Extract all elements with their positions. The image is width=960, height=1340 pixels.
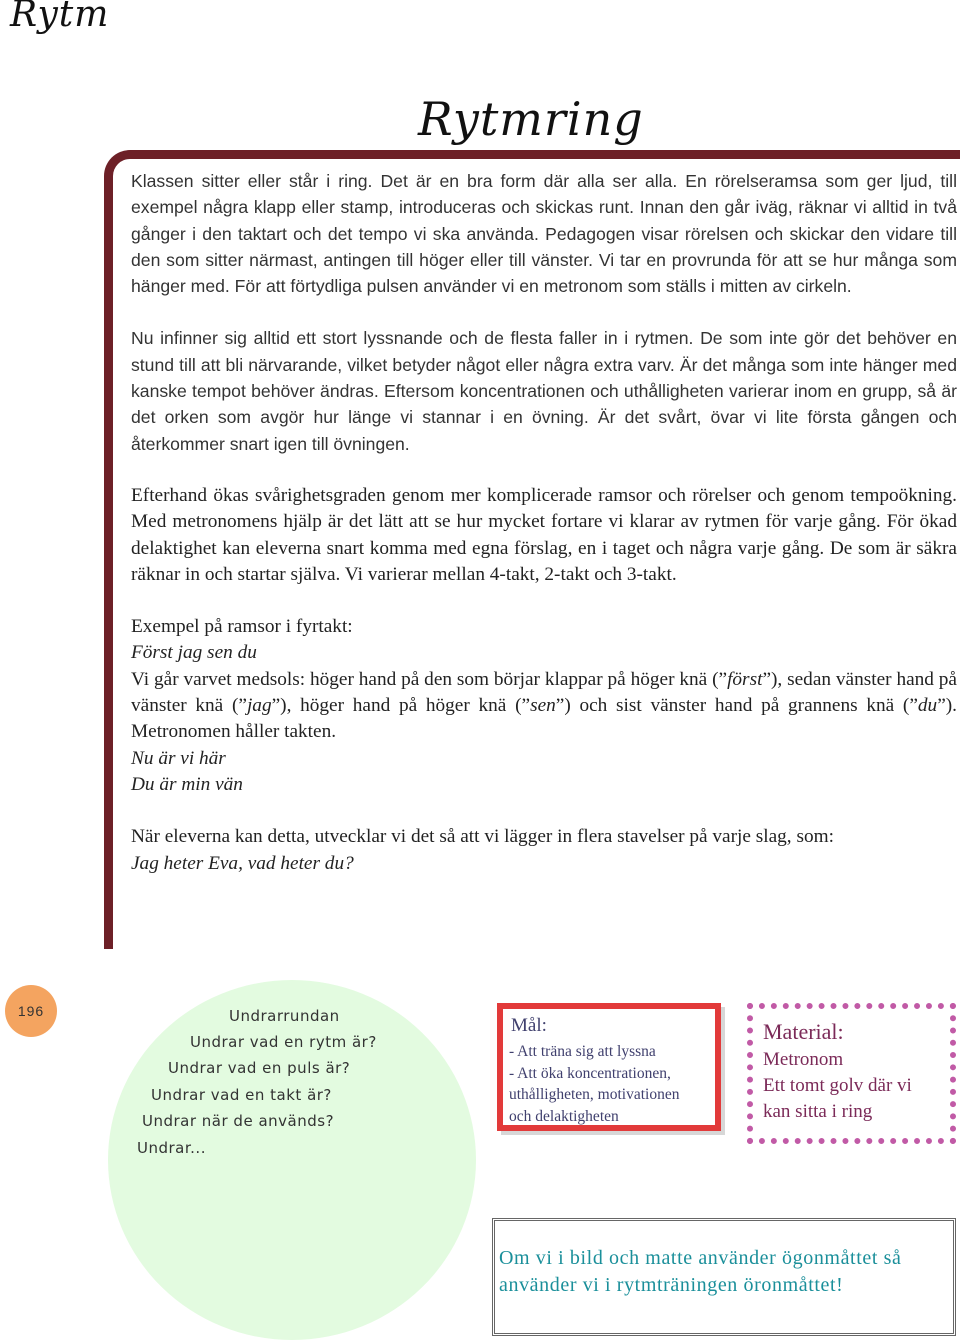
quote-line-1: Om vi i bild och matte använder ögonmåttet så <box>499 1247 902 1269</box>
wonder-line-3: Undrar vad en takt är? <box>151 1086 332 1104</box>
material-line-2: Ett tomt golv där vi <box>763 1075 912 1096</box>
goal-line-3: uthålligheten, motivationen <box>509 1086 680 1103</box>
material-line-3: kan sitta i ring <box>763 1101 873 1122</box>
paragraph-syllables: När eleverna kan detta, utvecklar vi det så att vi lägger in flera stavelser på varje slag, som: <box>131 826 834 848</box>
rhyme-line-1: Nu är vi här <box>131 747 226 769</box>
goal-line-2: - Att öka koncentrationen, <box>509 1064 671 1082</box>
chapter-header: Rytm <box>10 0 110 35</box>
syllable-example: Jag heter Eva, vad heter du? <box>131 852 354 874</box>
paragraph-listening: Nu infinner sig alltid ett stort lyssnande och de flesta faller in i rytmen. De som inte gör det behöver en stund till att bli närvarande, vilket betyder något eller några extra varv. Är det många som inte hänger med kanske tempot behöver ändras. Eftersom koncentrationen och uthålligheten varierar inom en grupp, så är det orken som avgör hur länge vi stannar i en övning. Är det svårt, övar vi lite första gången och återkommer snart igen till övningen. <box>131 328 957 454</box>
wonder-line-4: Undrar när de används? <box>142 1112 335 1130</box>
material-box <box>747 1003 956 1144</box>
material-title: Material: <box>763 1019 844 1044</box>
example-text-5: ”). Metronomen håller takten. <box>131 695 957 743</box>
rhyme-line-2: Du är min vän <box>131 773 243 795</box>
goal-line-1: - Att träna sig att lyssna <box>509 1043 656 1060</box>
body-text <box>131 168 957 877</box>
goal-line-4: och delaktigheten <box>509 1107 619 1125</box>
page-number-badge: 196 <box>5 985 57 1037</box>
page-title: Rytmring <box>418 92 644 146</box>
wonder-title: Undrarrundan <box>229 1007 340 1025</box>
example-text-3: ”), höger hand på höger knä (” <box>271 695 531 717</box>
material-line-1: Metronom <box>763 1049 844 1070</box>
word-sen: sen <box>530 695 556 717</box>
example-description <box>131 667 957 746</box>
word-du: du <box>917 695 938 717</box>
quote-box <box>492 1218 956 1336</box>
wonder-line-1: Undrar vad en rytm är? <box>190 1033 377 1051</box>
quote-line-2: använder vi i rytmträningen öronmåttet! <box>499 1274 844 1296</box>
wonder-line-5: Undrar... <box>137 1139 206 1157</box>
goals-title: Mål: <box>511 1015 547 1036</box>
goals-box <box>497 1003 721 1131</box>
example-text-4: ”) och sist vänster hand på grannens knä (” <box>555 695 918 717</box>
example-title: Först jag sen du <box>131 642 257 664</box>
example-intro: Exempel på ramsor i fyrtakt: <box>131 616 353 638</box>
word-forst: först <box>727 668 763 690</box>
wonder-line-2: Undrar vad en puls är? <box>168 1059 351 1077</box>
example-text-2: ”), sedan vänster hand på vänster knä (” <box>131 668 957 717</box>
word-jag: jag <box>246 695 272 717</box>
paragraph-difficulty: Efterhand ökas svårighetsgraden genom mer komplicerade ramsor och rörelser och genom tempoökning. Med metronomens hjälp är det lätt att se hur mycket fortare vi klarar av rytmen för varje gång. För ökad delaktighet kan eleverna snart komma med egna förslag, en i taget och några varje gång. De som är säkra räknar in och startar själva. Vi varierar mellan 4-takt, 2-takt och 3-takt. <box>131 484 957 585</box>
example-text-1: Vi går varvet medsols: höger hand på den som börjar klappar på höger knä (” <box>131 668 728 690</box>
paragraph-intro: Klassen sitter eller står i ring. Det är en bra form där alla ser alla. En rörelseramsa som ger ljud, till exempel några klapp eller stamp, introduceras och skickas runt. Innan den går iväg, räknar vi alltid in två gånger i den taktart och det tempo vi ska använda. Pedagogen visar rörelsen och skickar den vidare till den som sitter närmast, antingen till höger eller till vänster. Vi tar en provrunda för att se hur många som hänger med. För att förtydliga pulsen använder vi en metronom som ställs i mitten av cirkeln. <box>131 171 957 297</box>
